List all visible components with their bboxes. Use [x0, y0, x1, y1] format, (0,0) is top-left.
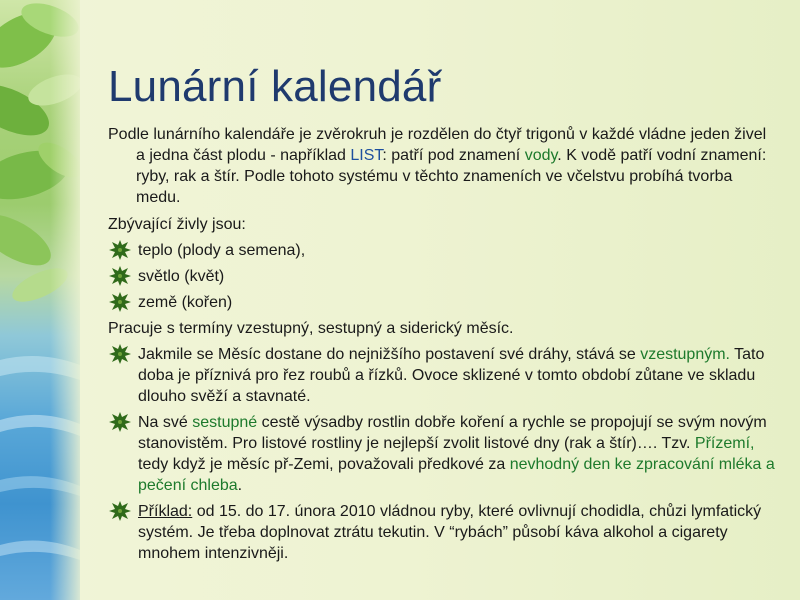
remaining-elements-label: Zbývající živly jsou: — [108, 216, 246, 233]
list-item: Příklad: od 15. do 17. února 2010 vládnou ryby, které ovlivnují chodidla, chůzi lymfatický systém. Je třeba doplnovat ztrátu tekutin. V “rybách” působí káva alkohol a cigarety mnohem intenzivněji. — [108, 501, 778, 564]
list-item: Na své sestupné cestě výsadby rostlin dobře koření a rychle se propojují se svým novým stanovistěm. Pro listové rostliny je nejlepší zvolit listové dny (rak a štír)…. Tzv. Přízemí, tedy když je měsíc př-Zemi, považovali předkové za nevhodný den ke zpracování mléka a pečení chleba. — [108, 412, 778, 496]
leaf-bullet-icon — [108, 239, 132, 261]
leaf-bullet-icon — [108, 411, 132, 433]
leaf-bullet-icon — [108, 343, 132, 365]
leaf-bullet-icon — [108, 500, 132, 522]
list-keyword: LIST — [350, 147, 383, 164]
perigee-keyword: Přízemí, — [694, 435, 755, 452]
intro-paragraph: Podle lunárního kalendáře je zvěrokruh je rozdělen do čtyř trigonů v každé vládne jeden živel a jedna část plodu - například LIST: patří pod znamení vody. K vodě patří vodní znamení: ryby, rak a štír. Podle tohoto systému v těchto znameních ve včelstvu probíhá tvorba medu. — [108, 126, 767, 206]
water-keyword: vody — [524, 147, 558, 164]
elements-list — [108, 240, 778, 313]
leaf-bullet-icon — [108, 265, 132, 287]
decorative-leaves-water-strip — [0, 0, 80, 600]
moon-phases-list — [108, 344, 778, 564]
list-item: světlo (květ) — [108, 266, 778, 287]
leaf-bullet-icon — [108, 291, 132, 313]
list-item: země (kořen) — [108, 292, 778, 313]
unsuitable-day-phrase: nevhodný den ke zpracování mléka a pečení chleba — [138, 456, 775, 494]
slide-title: Lunární kalendář — [108, 62, 442, 111]
list-item: Jakmile se Měsíc dostane do nejnižšího postavení své dráhy, stává se vzestupným. Tato doba je příznivá pro řez roubů a řízků. Ovoce sklizené v tomto období zůtane ve skladu dlouho svěží a stavnaté. — [108, 344, 778, 407]
list-item: teplo (plody a semena), — [108, 240, 778, 261]
descending-keyword: sestupné — [192, 414, 258, 431]
slide-content — [108, 124, 778, 569]
moon-terms-label: Pracuje s termíny vzestupný, sestupný a siderický měsíc. — [108, 320, 514, 337]
ascending-keyword: vzestupným. — [640, 346, 730, 363]
example-label: Příklad: — [138, 503, 193, 520]
